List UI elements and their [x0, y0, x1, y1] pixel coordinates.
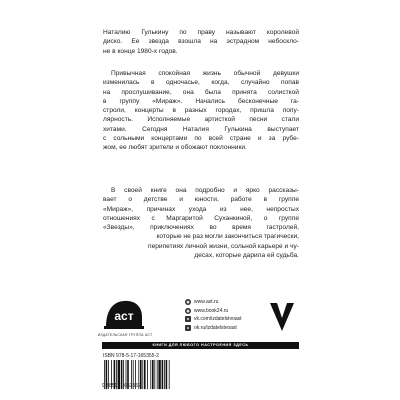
annotation-paragraph-3 [103, 186, 299, 260]
publisher-links [185, 298, 242, 332]
link-website-ast[interactable] [185, 298, 242, 307]
v-imprint-logo-icon [267, 297, 297, 335]
ast-logo [102, 297, 146, 333]
link-website-book24[interactable] [185, 307, 242, 316]
text-line: Наталию Гулькину по праву называют королевой [103, 29, 299, 36]
ast-logo-text: аст [114, 309, 134, 323]
link-text: www.book24.ru [194, 307, 229, 314]
text-line: вает о детстве и юности, работе в группе [103, 196, 299, 204]
text-line: изменилась в одночасье, когда, случайно попав [103, 79, 299, 87]
ast-logo-base [104, 326, 144, 329]
text-line: лярность. Исполняемые артисткой песни стали [103, 116, 299, 124]
text-line: Привычная спокойная жизнь обычной девушки [111, 70, 299, 77]
link-text: vk.com/izdatelstvoast [194, 316, 242, 323]
ok-icon: о [186, 326, 190, 331]
link-vk[interactable] [185, 315, 242, 324]
text-line: строли, концерты в разных городах, пришла попу- [103, 107, 299, 115]
globe-icon: ◉ [186, 308, 190, 313]
link-text: www.ast.ru [194, 299, 219, 305]
annotation-paragraph-1 [103, 28, 299, 56]
text-line: которые не раз могли закончиться трагически, [156, 233, 299, 241]
publisher-caption: ИЗДАТЕЛЬСКАЯ ГРУППА АСТ [97, 333, 153, 337]
barcode-digits: 9 785171 653552 [102, 383, 141, 389]
globe-icon: ◉ [186, 300, 190, 305]
link-ok[interactable] [185, 324, 242, 333]
text-line: десах, которые дарила ей судьба. [194, 252, 299, 260]
annotation-paragraph-2 [103, 69, 299, 153]
text-line: жом, ее любят зрители и обожают поклонники. [103, 144, 247, 152]
text-line: «Звезды», приключениях во время гастролей, [103, 224, 299, 232]
text-line: хитами. Сегодня Наталия Гулькина выступает [103, 125, 299, 133]
text-line: В своей книге она подробно и ярко рассказы- [111, 187, 299, 194]
vk-icon: в [186, 317, 190, 322]
text-line: «Мираж», причинах ухода из нее, непростых [103, 205, 299, 213]
text-line: в группу «Мираж». Начались бесконечные га- [103, 97, 299, 105]
text-line: с сольными концертами по всей стране и за рубе- [103, 135, 299, 143]
text-line: не в конце 1980-х годов. [103, 47, 178, 55]
text-line: на прослушивание, она была принята солисткой [103, 88, 299, 96]
text-line: диско. Ее звезда взошла на эстрадном небоскло- [103, 38, 299, 46]
slogan-bar: КНИГИ ДЛЯ ЛЮБОГО НАСТРОЕНИЯ ЗДЕСЬ [102, 342, 299, 349]
isbn-text: ISBN 978-5-17-165355-2 [103, 353, 159, 359]
link-text: ok.ru/izdatelstvoast [194, 324, 237, 331]
text-line: перипетиях личной жизни, сольной карьере и чу- [148, 242, 299, 250]
text-line: отношениях с Маргаритой Суханкиной, о группе [103, 214, 299, 222]
